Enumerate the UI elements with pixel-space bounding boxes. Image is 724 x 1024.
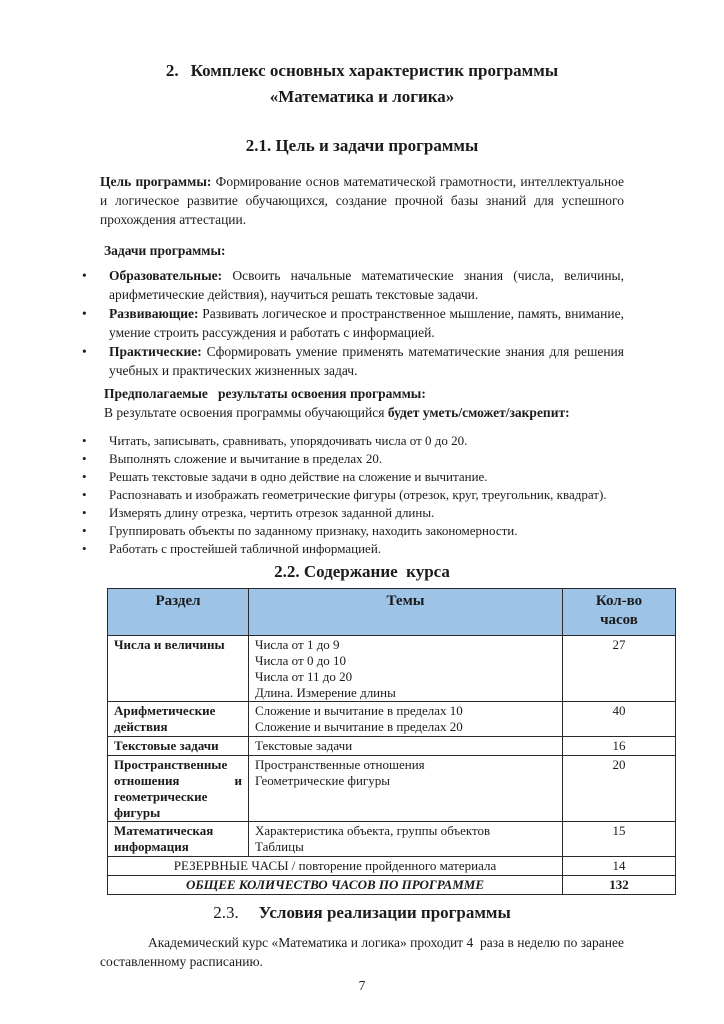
tasks-label: Задачи программы: xyxy=(104,243,226,258)
doc-title-line2: «Математика и логика» xyxy=(269,87,455,106)
heading-2-3-number: 2.3. xyxy=(213,902,239,922)
result-item: • Распознавать и изображать геометрические фигуры (отрезок, круг, треугольник, квадрат). xyxy=(78,486,654,504)
table-row xyxy=(108,822,676,857)
bullet-marker: • xyxy=(82,505,87,520)
hours-cell: 16 xyxy=(563,737,676,756)
task-item xyxy=(78,304,624,342)
result-item: • Измерять длину отрезка, чертить отрезок заданной длины. xyxy=(78,504,654,522)
col-header-section: Раздел xyxy=(108,589,249,636)
hours-cell: 20 xyxy=(563,756,676,822)
doc-title-number: 2. xyxy=(165,61,179,80)
results-label: Предполагаемые результаты освоения программы: xyxy=(104,386,426,401)
table-row xyxy=(108,636,676,702)
table-row xyxy=(108,702,676,737)
topics-cell: Характеристика объекта, группы объектов Таблицы xyxy=(249,822,563,857)
section-cell: Арифметические действия xyxy=(108,702,249,737)
section-heading-2-1: 2.1. Цель и задачи программы xyxy=(245,136,479,155)
topics-cell: Пространственные отношения Геометрические фигуры xyxy=(249,756,563,822)
col-header-hours: Кол-во часов xyxy=(563,589,676,636)
conditions-paragraph: Академический курс «Математика и логика» проходит 4 раза в неделю по заранее составленному расписанию. xyxy=(100,934,624,969)
goal-text: Формирование основ математической грамотности, интеллектуальное и логическое развитие обучающихся, создание прочной базы знаний для успешного прохождения аттестации. xyxy=(100,174,624,227)
section-cell: Пространственные отношения и геометрические фигуры xyxy=(108,756,249,822)
result-item: • Выполнять сложение и вычитание в пределах 20. xyxy=(78,450,654,468)
total-hours-row xyxy=(108,876,676,895)
bullet-marker: • xyxy=(82,268,87,283)
task-text: Развивающие: Развивать логическое и пространственное мышление, память, внимание, умение строить рассуждения и работать с информацией. xyxy=(109,306,624,340)
col-header-topics: Темы xyxy=(249,589,563,636)
task-item xyxy=(78,342,624,380)
results-list xyxy=(78,432,654,558)
bullet-marker: • xyxy=(82,306,87,321)
hours-cell: 27 xyxy=(563,636,676,702)
task-item xyxy=(78,266,624,304)
topics-cell: Сложение и вычитание в пределах 10 Сложение и вычитание в пределах 20 xyxy=(249,702,563,737)
topics-cell: Текстовые задачи xyxy=(249,737,563,756)
bullet-marker: • xyxy=(82,523,87,538)
section-heading-2-2: 2.2. Содержание курса xyxy=(274,562,450,581)
bullet-marker: • xyxy=(82,451,87,466)
heading-2-3-text: Условия реализации программы xyxy=(258,902,511,922)
bullet-marker: • xyxy=(82,541,87,556)
result-item: • Читать, записывать, сравнивать, упорядочивать числа от 0 до 20. xyxy=(78,432,654,450)
result-item: • Решать текстовые задачи в одно действие на сложение и вычитание. xyxy=(78,468,654,486)
total-label-cell: ОБЩЕЕ КОЛИЧЕСТВО ЧАСОВ ПО ПРОГРАММЕ xyxy=(108,876,563,895)
result-item: • Работать с простейшей табличной информацией. xyxy=(78,540,654,558)
section-heading-2-3 xyxy=(0,901,724,925)
tasks-list xyxy=(78,266,624,380)
table-row xyxy=(108,756,676,822)
hours-cell: 15 xyxy=(563,822,676,857)
results-intro-normal: В результате освоения программы обучающийся xyxy=(104,405,385,420)
table-row xyxy=(108,737,676,756)
doc-title xyxy=(0,58,724,110)
goal-label: Цель программы: xyxy=(100,174,212,189)
page-number: 7 xyxy=(358,977,366,993)
reserve-hours-row xyxy=(108,857,676,876)
table-header-row xyxy=(108,589,676,636)
section-cell: Числа и величины xyxy=(108,636,249,702)
hours-cell: 14 xyxy=(563,857,676,876)
hours-cell: 40 xyxy=(563,702,676,737)
task-text: Образовательные: Освоить начальные математические знания (числа, величины, арифметические действия), научиться решать текстовые задачи. xyxy=(109,268,625,302)
reserve-label-cell: РЕЗЕРВНЫЕ ЧАСЫ / повторение пройденного материала xyxy=(108,857,563,876)
bullet-marker: • xyxy=(82,433,87,448)
result-item: • Группировать объекты по заданному признаку, находить закономерности. xyxy=(78,522,654,540)
doc-title-text: Комплекс основных характеристик программы xyxy=(190,61,559,80)
topics-cell: Числа от 1 до 9 Числа от 0 до 10 Числа от 11 до 20 Длина. Измерение длины xyxy=(249,636,563,702)
course-content-table xyxy=(107,588,676,895)
hours-cell: 132 xyxy=(563,876,676,895)
section-cell: Математическая информация xyxy=(108,822,249,857)
bullet-marker: • xyxy=(82,469,87,484)
section-cell: Текстовые задачи xyxy=(108,737,249,756)
doc-title-line1 xyxy=(0,58,724,84)
results-intro xyxy=(104,403,638,422)
bullet-marker: • xyxy=(82,487,87,502)
bullet-marker: • xyxy=(82,344,87,359)
task-text: Практические: Сформировать умение применять математические знания для решения учебных и практических жизненных задач. xyxy=(109,344,624,378)
results-intro-bold: будет уметь/сможет/закрепит: xyxy=(387,405,570,420)
goal-paragraph xyxy=(100,172,624,229)
